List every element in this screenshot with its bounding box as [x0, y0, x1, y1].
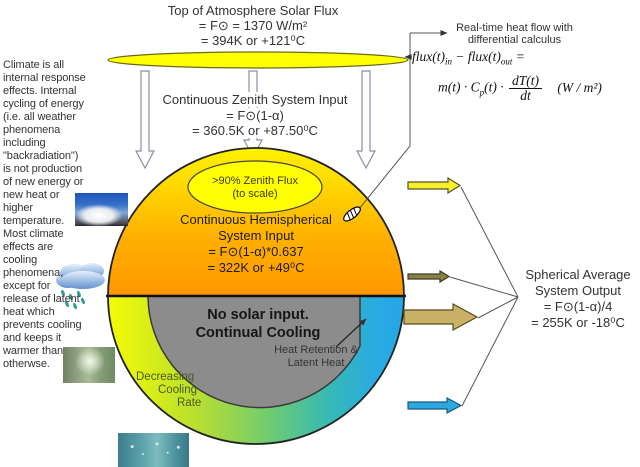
output-line3: = F⊙(1-α)/4: [543, 299, 613, 314]
equals-sign: =: [512, 49, 525, 64]
fraction-denominator: dt: [520, 88, 531, 103]
water-droplets-photo: [118, 433, 189, 467]
output-flux-arrows: [404, 178, 477, 413]
yellow-flux-arrow-icon: [408, 178, 460, 193]
zenith-line3: = 360.5K or +87.50⁰C: [192, 123, 318, 138]
sub-p: p: [479, 87, 485, 98]
zenith-line2: = F⊙(1-α): [226, 107, 284, 123]
zenith-ellipse-line1: >90% Zenith Flux: [212, 175, 298, 187]
realtime-line1: Real-time heat flow with: [456, 22, 573, 34]
heat-retention-label: [262, 344, 370, 369]
climate-note-paragraph: Climate is all internal response effects. Internal cycling of energy (i.e. all weather phenomena including "backradiation") is not production of new energy or new heat or higher temperature. Most climate effects are cooling phenomena, except for release of latent heat which prevents cooling and keeps it warmer than otherwse.: [3, 59, 86, 370]
formula-units: (W / m²): [557, 79, 602, 95]
zenith-ellipse-line2: (to scale): [232, 187, 278, 200]
flux-formula-line2: [438, 74, 602, 103]
fraction-numerator: dT(t): [509, 74, 542, 89]
sun-disk-icon: [108, 52, 408, 68]
t-dot-term: (t) ·: [484, 79, 504, 95]
spherical-output-label: [508, 267, 640, 331]
hemi-line1: Continuous Hemispherical: [180, 212, 332, 227]
sub-out: out: [500, 56, 513, 67]
realtime-line2: differential calculus: [467, 34, 562, 46]
hemispherical-input-label: [131, 212, 381, 276]
no-solar-input-label: [158, 306, 358, 342]
derivative-fraction: [509, 74, 542, 103]
hemi-line4: = 322K or +49⁰C: [207, 260, 305, 275]
no-solar-line1: No solar input.: [207, 307, 309, 323]
output-line4: = 255K or -18⁰C: [531, 315, 625, 330]
decreasing-cooling-line3: Rate: [177, 397, 202, 409]
minus-sign: −: [452, 49, 468, 64]
output-line1: Spherical Average: [525, 267, 631, 282]
blue-flux-arrow-icon: [408, 398, 461, 413]
flux-out-term: flux(t): [467, 49, 501, 64]
toa-line3: = 394K or +121⁰C: [200, 33, 306, 48]
sub-in: in: [445, 56, 453, 67]
hemi-line3: = F⊙(1-α)*0.637: [208, 244, 304, 259]
olive-flux-arrow-icon: [408, 271, 449, 282]
output-line2: System Output: [535, 283, 621, 298]
heat-retention-line1: Heat Retention &: [274, 344, 358, 356]
decreasing-cooling-line2: Cooling: [158, 384, 197, 396]
top-of-atmosphere-label: [103, 3, 403, 48]
realtime-heatflow-label: [437, 22, 592, 46]
zenith-input-label: [115, 92, 395, 139]
flux-formula-line1: [412, 49, 525, 67]
flux-in-term: flux(t): [412, 49, 445, 64]
toa-line1: Top of Atmosphere Solar Flux: [167, 3, 339, 18]
heat-retention-line2: Latent Heat: [287, 356, 345, 369]
khaki-flux-arrow-icon: [404, 304, 477, 330]
no-solar-line2: Continual Cooling: [195, 325, 321, 341]
decreasing-cooling-line1: Decreasing: [136, 371, 195, 383]
mass-heat-term: m(t) · C: [438, 79, 480, 95]
zenith-line1: Continuous Zenith System Input: [162, 92, 348, 107]
zenith-flux-ellipse-label: [187, 175, 323, 200]
toa-line2: = F⊙ = 1370 W/m²: [198, 18, 308, 33]
hemi-line2: System Input: [218, 228, 294, 243]
